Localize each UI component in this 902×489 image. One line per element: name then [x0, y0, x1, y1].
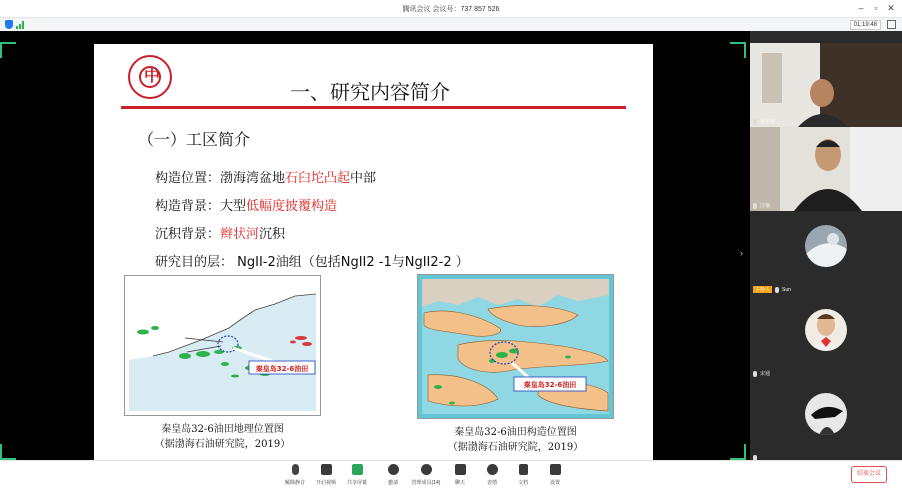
- host-badge: 主持人: [755, 287, 771, 293]
- bullet-structure-background: 构造背景：大型低幅度披覆构造: [155, 199, 338, 214]
- mic-muted-icon: [292, 464, 299, 475]
- meeting-timer: 01:19:48: [850, 20, 881, 30]
- participant-name: 汪瑜: [760, 203, 771, 209]
- mic-icon: [775, 287, 779, 293]
- mic-icon: [753, 119, 757, 125]
- participant-video: [750, 43, 902, 127]
- structure-map: [417, 274, 614, 419]
- share-frame-corner: [730, 42, 746, 58]
- mic-icon: [753, 371, 757, 377]
- meeting-info-bar: [0, 18, 902, 31]
- minimize-icon[interactable]: –: [858, 3, 864, 13]
- bullet-sediment-background: 沉积背景：辫状河沉积: [155, 227, 286, 242]
- slide-title: 一、研究内容简介: [290, 80, 450, 104]
- document-icon: [519, 464, 528, 475]
- presentation-slide: [94, 44, 653, 460]
- invite-button[interactable]: 邀请: [376, 464, 410, 486]
- manage-members-button[interactable]: 管理成员(14): [409, 464, 443, 486]
- end-meeting-button[interactable]: 结束会议: [851, 466, 887, 483]
- invite-icon: [388, 464, 399, 475]
- bullet-target-layer: 研究目的层： NgII-2油组（包括NgII2 -1与NgII2-2 ）: [155, 255, 469, 270]
- members-icon: [421, 464, 432, 475]
- participant-tile[interactable]: [750, 43, 902, 127]
- shared-screen-area: [0, 31, 750, 460]
- university-logo: 中: [128, 55, 172, 99]
- emoji-icon: [487, 464, 498, 475]
- location-map: [124, 275, 321, 416]
- share-frame-corner: [730, 444, 746, 460]
- participant-name: 胡华玮: [760, 119, 776, 125]
- unmute-button[interactable]: 解除静音: [278, 464, 312, 486]
- mic-icon: [753, 203, 757, 209]
- start-video-button[interactable]: 开启视频: [309, 464, 343, 486]
- share-frame-corner: [0, 42, 16, 58]
- settings-icon: [550, 464, 561, 475]
- map1-field-label: 秦皇岛32-6油田: [255, 365, 309, 373]
- participant-tile[interactable]: [750, 211, 902, 295]
- title-bar: [0, 0, 902, 18]
- participant-name: 宋通: [760, 371, 771, 377]
- map2-caption: 秦皇岛32-6油田构造位置图 （据渤海石油研究院，2019）: [447, 427, 584, 453]
- share-screen-icon: [352, 464, 363, 475]
- share-frame-corner: [0, 444, 16, 460]
- camera-off-icon: [321, 464, 332, 475]
- meeting-toolbar: [0, 460, 902, 489]
- share-screen-button[interactable]: 共享屏幕: [340, 464, 374, 486]
- map2-field-label: 秦皇岛32-6油田: [523, 381, 577, 389]
- settings-button[interactable]: 设置: [538, 464, 572, 486]
- participant-name: Sun: [782, 286, 791, 293]
- fullscreen-icon[interactable]: [887, 20, 896, 29]
- participant-tile[interactable]: [750, 127, 902, 211]
- collapse-sidebar-icon[interactable]: ›: [740, 248, 743, 258]
- document-button[interactable]: 文档: [506, 464, 540, 486]
- avatar: [805, 309, 847, 351]
- emoji-button[interactable]: 表情: [475, 464, 509, 486]
- network-signal-icon[interactable]: [16, 21, 25, 29]
- chat-button[interactable]: 聊天: [443, 464, 477, 486]
- section-subtitle: （一）工区简介: [138, 130, 251, 149]
- avatar: [805, 393, 847, 435]
- participant-video: [750, 127, 902, 211]
- maximize-icon[interactable]: ▫: [874, 3, 878, 13]
- map1-caption: 秦皇岛32-6油田地理位置图 （据渤海石油研究院，2019）: [154, 424, 291, 450]
- close-icon[interactable]: ✕: [887, 3, 895, 13]
- bullet-structure-position: 构造位置：渤海湾盆地石臼坨凸起中部: [155, 171, 377, 186]
- participant-sidebar: [750, 31, 902, 460]
- security-shield-icon[interactable]: [5, 20, 13, 29]
- participant-tile[interactable]: [750, 379, 902, 463]
- window-title: 腾讯会议 会议号：737 857 526: [402, 6, 500, 13]
- title-underline: [121, 106, 626, 109]
- participant-tile[interactable]: [750, 295, 902, 379]
- avatar: [805, 225, 847, 267]
- chat-icon: [455, 464, 466, 475]
